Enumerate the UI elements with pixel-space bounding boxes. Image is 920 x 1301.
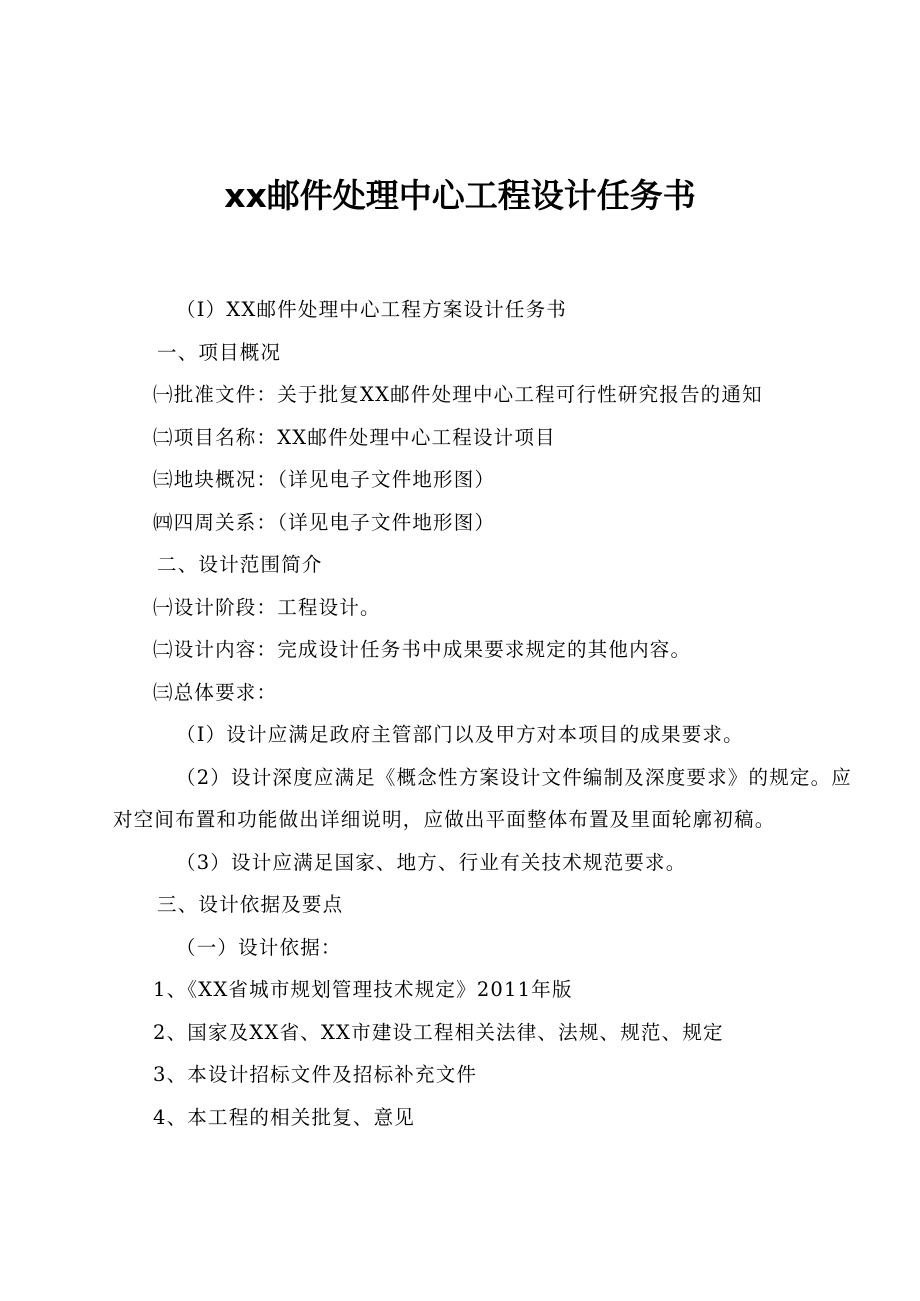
basis-item-1: 1、《XX省城市规划管理技术规定》2011年版 (153, 978, 573, 1001)
item-project-name: ㈡项目名称：XX邮件处理中心工程设计项目 (153, 426, 556, 449)
basis-item-4: 4、本工程的相关批复、意见 (153, 1106, 416, 1129)
item-general-requirements: ㈢总体要求： (153, 681, 278, 704)
item-surroundings: ㈣四周关系：（详见电子文件地形图） (153, 511, 496, 534)
requirement-2-continued: 对空间布置和功能做出详细说明，应做出平面整体布置及里面轮廓初稿。 (113, 808, 776, 831)
heading-design-scope: 二、设计范围简介 (157, 553, 323, 576)
section-subtitle: （I）XX邮件处理中心工程方案设计任务书 (176, 298, 567, 321)
requirement-3: （3）设计应满足国家、地方、行业有关技术规范要求。 (176, 851, 687, 874)
heading-design-basis: 三、设计依据及要点 (157, 893, 344, 916)
basis-item-3: 3、本设计招标文件及招标补充文件 (153, 1063, 478, 1086)
document-title: xx邮件处理中心工程设计任务书 (224, 176, 696, 215)
requirement-1: （I）设计应满足政府主管部门以及甲方对本项目的成果要求。 (176, 723, 744, 746)
basis-item-2: 2、国家及XX省、XX市建设工程相关法律、法规、规范、规定 (153, 1021, 724, 1044)
requirement-2: （2）设计深度应满足《概念性方案设计文件编制及深度要求》的规定。应 (176, 766, 853, 789)
item-design-stage: ㈠设计阶段：工程设计。 (153, 596, 381, 619)
heading-project-overview: 一、项目概况 (157, 341, 282, 364)
item-approval-document: ㈠批准文件：关于批复XX邮件处理中心工程可行性研究报告的通知 (153, 383, 763, 406)
item-design-content: ㈡设计内容：完成设计任务书中成果要求规定的其他内容。 (153, 638, 692, 661)
subheading-design-basis: （一）设计依据： (176, 936, 342, 959)
item-site-overview: ㈢地块概况：（详见电子文件地形图） (153, 468, 496, 491)
